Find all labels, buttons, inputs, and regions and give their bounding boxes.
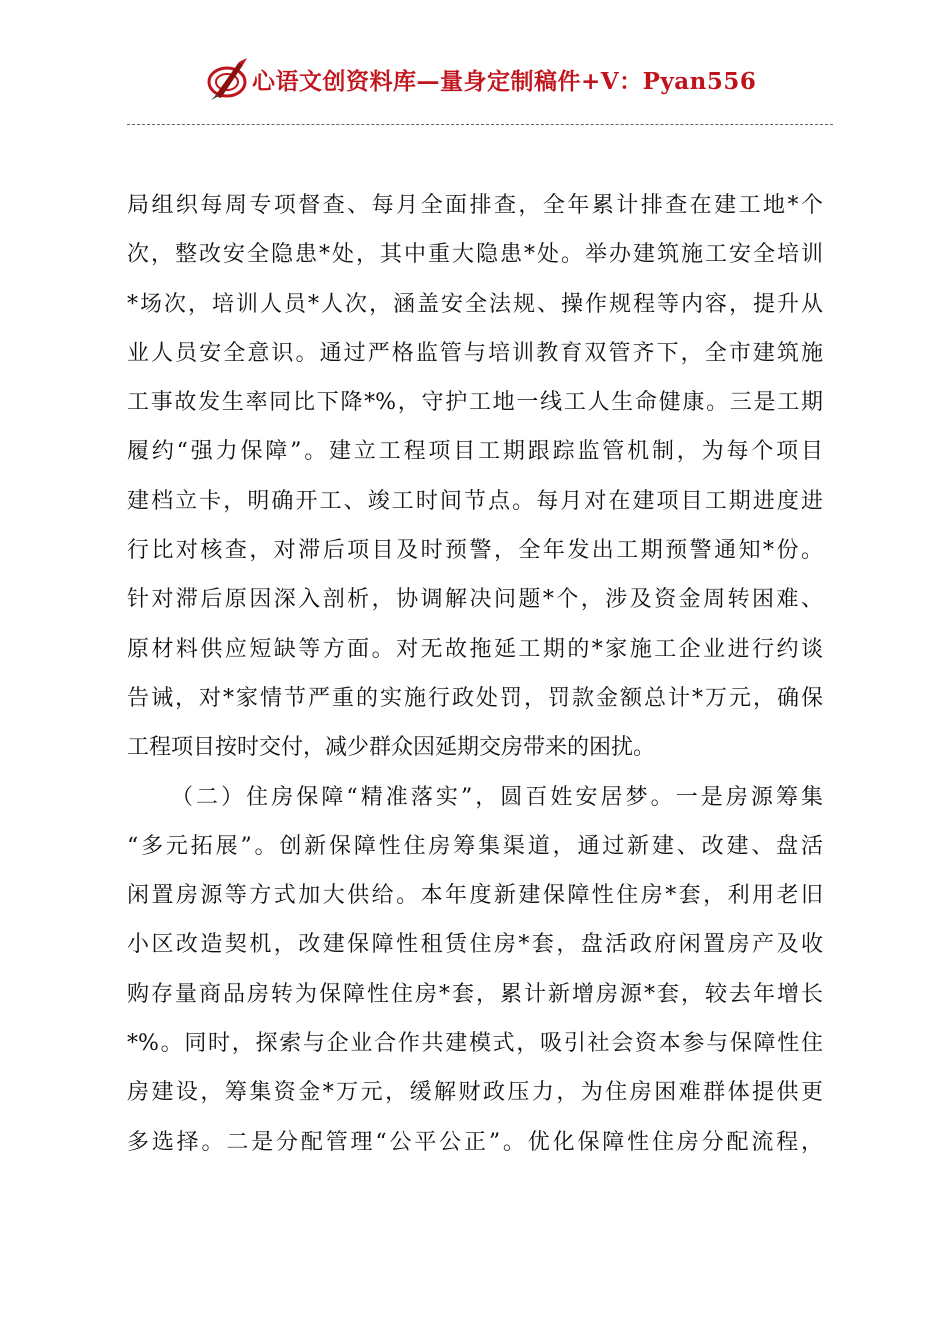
text-line: 次，整改安全隐患*处，其中重大隐患*处。举办建筑施工安全培训 (127, 242, 823, 268)
text-line: 工程项目按时交付，减少群众因延期交房带来的困扰。 (127, 735, 656, 761)
text-line: *场次，培训人员*人次，涵盖安全法规、操作规程等内容，提升从 (127, 291, 823, 317)
text-line: 建档立卡，明确开工、竣工时间节点。每月对在建项目工期进度进 (127, 488, 823, 514)
text-line: 局组织每周专项督查、每月全面排查，全年累计排查在建工地*个 (127, 193, 823, 218)
text-line: 闲置房源等方式加大供给。本年度新建保障性住房*套，利用老旧 (127, 883, 823, 909)
text-line: 小区改造契机，改建保障性租赁住房*套，盘活政府闲置房产及收 (127, 932, 823, 958)
header-brand-text: 心语文创资料库—量身定制稿件+V：Pyan556 (252, 68, 757, 95)
text-line: 工事故发生率同比下降*%，守护工地一线工人生命健康。三是工期 (127, 390, 823, 416)
text-line: 原材料供应短缺等方面。对无故拖延工期的*家施工企业进行约谈 (127, 636, 823, 662)
text-line: “多元拓展”。创新保障性住房筹集渠道，通过新建、改建、盘活 (127, 833, 823, 859)
text-line: 购存量商品房转为保障性住房*套，累计新增房源*套，较去年增长 (127, 981, 823, 1007)
text-line: *%。同时，探索与企业合作共建模式，吸引社会资本参与保障性住 (127, 1031, 823, 1057)
text-line: 针对滞后原因深入剖析，协调解决问题*个，涉及资金周转困难、 (127, 587, 823, 613)
text-line: 业人员安全意识。通过严格监管与培训教育双管齐下，全市建筑施 (127, 340, 823, 366)
body-text (127, 181, 823, 1167)
page-header (0, 56, 950, 112)
quill-pen-logo-icon (205, 56, 251, 102)
text-line: 行比对核查，对滞后项目及时预警，全年发出工期预警通知*份。 (127, 538, 823, 564)
header-divider (127, 124, 833, 125)
text-line: 告诫，对*家情节严重的实施行政处罚，罚款金额总计*万元，确保 (127, 685, 823, 711)
text-line: 多选择。二是分配管理“公平公正”。优化保障性住房分配流程， (127, 1129, 823, 1155)
text-line: 房建设，筹集资金*万元，缓解财政压力，为住房困难群体提供更 (127, 1080, 823, 1106)
text-line: 履约“强力保障”。建立工程项目工期跟踪监管机制，为每个项目 (127, 439, 823, 465)
text-line: （二）住房保障“精准落实”，圆百姓安居梦。一是房源筹集 (171, 784, 823, 810)
